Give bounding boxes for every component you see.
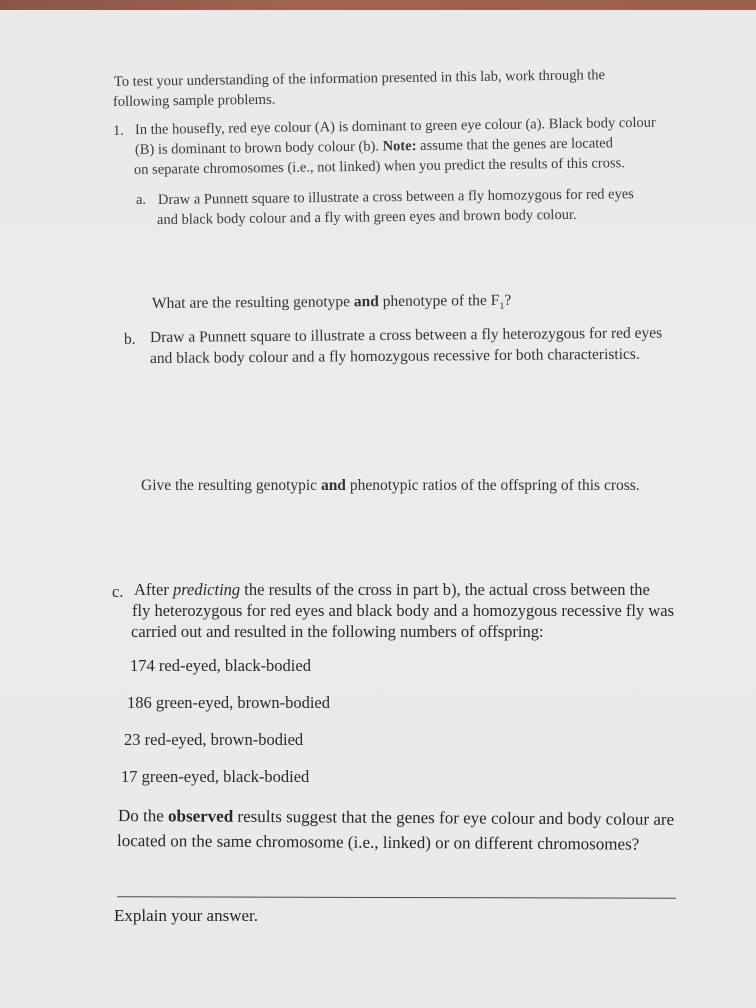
part-b-line-2: and black body colour and a fly homozygous recessive for both characteristics.	[149, 345, 640, 367]
explain-prompt: Explain your answer.	[114, 906, 258, 925]
part-c-line-1-pre: After	[134, 580, 173, 599]
part-b-question	[141, 477, 640, 495]
part-a-line-2: and black body colour and a fly with green eyes and brown body colour.	[156, 206, 577, 228]
answer-line	[117, 896, 676, 898]
part-c-line-1-post: the results of the cross in part b), the actual cross between the	[240, 580, 650, 599]
part-c-predicting: predicting	[172, 580, 241, 599]
question-1-number: 1.	[113, 123, 124, 139]
part-b-line-1: Draw a Punnett square to illustrate a cross between a fly heterozygous for red eyes	[149, 324, 663, 346]
part-a-question-post: phenotype of the F	[378, 291, 500, 311]
linkage-question-post: results suggest that the genes for eye colour and body colour are	[233, 806, 675, 829]
question-1-line-2-rest: assume that the genes are located	[416, 135, 614, 155]
part-b-question-post: phenotypic ratios of the offspring of this cross.	[345, 477, 640, 494]
linkage-question-line-2: located on the same chromosome (i.e., linked) or on different chromosomes?	[116, 831, 640, 854]
linkage-question-line-1	[118, 806, 674, 830]
part-b-question-and: and	[320, 477, 346, 494]
part-a-question	[152, 292, 511, 315]
part-a-question-subscript: 1	[499, 301, 505, 313]
part-a-question-end: ?	[504, 291, 512, 309]
worksheet-page	[0, 10, 756, 1008]
part-c-line-2: fly heterozygous for red eyes and black body and a homozygous recessive fly was	[132, 601, 675, 620]
offspring-item: 174 red-eyed, black-bodied	[130, 656, 311, 675]
question-1-line-3: on separate chromosomes (i.e., not linked) when you predict the results of this cross.	[133, 155, 625, 178]
intro-line-2: following sample problems.	[112, 91, 276, 110]
linkage-question-pre: Do the	[117, 806, 169, 826]
offspring-item: 23 red-eyed, brown-bodied	[124, 730, 304, 749]
intro-line-1: To test your understanding of the information presented in this lab, work through the	[113, 67, 606, 90]
part-c-line-1	[134, 580, 650, 600]
part-b-label: b.	[124, 331, 136, 348]
part-c-line-3: carried out and resulted in the following numbers of offspring:	[131, 622, 544, 641]
offspring-item: 17 green-eyed, black-bodied	[121, 767, 310, 786]
question-1-line-1: In the housefly, red eye colour (A) is dominant to green eye colour (a). Black body colour	[134, 114, 656, 138]
part-b-question-pre: Give the resulting genotypic	[141, 477, 321, 494]
part-a-label: a.	[136, 192, 147, 208]
part-a-question-and: and	[353, 293, 379, 311]
part-a-question-pre: What are the resulting genotype	[151, 293, 354, 312]
note-label: Note:	[382, 138, 417, 155]
question-1-line-2-text: (B) is dominant to brown body colour (b).	[134, 138, 383, 158]
part-a-line-1: Draw a Punnett square to illustrate a cross between a fly homozygous for red eyes	[157, 186, 634, 208]
offspring-item: 186 green-eyed, brown-bodied	[127, 693, 330, 712]
linkage-question-observed: observed	[167, 806, 234, 826]
part-c-label: c.	[112, 582, 124, 601]
